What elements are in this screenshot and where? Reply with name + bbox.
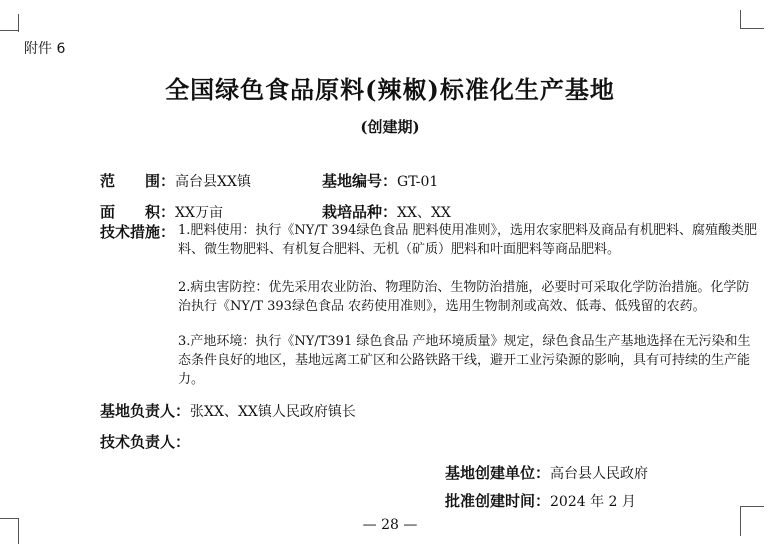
crop-mark	[740, 10, 741, 28]
base-number-row	[322, 170, 438, 191]
measure-item: 1.肥料使用：执行《NY/T 394绿色食品 肥料使用准则》，选用农家肥料及商品有机肥料、腐殖酸类肥料、微生物肥料、有机复合肥料、无机（矿质）肥料和叶面肥料等商品肥料。	[178, 223, 757, 257]
variety-row	[322, 201, 451, 222]
crop-mark	[0, 30, 18, 31]
base-leader-value: 张XX、XX镇人民政府镇长	[190, 404, 356, 420]
attachment-label: 附件 6	[24, 41, 66, 57]
scope-row	[100, 170, 251, 191]
variety-label: 栽培品种：	[322, 203, 398, 221]
area-row	[100, 201, 223, 222]
approval-value: 2024 年 2 月	[550, 494, 636, 510]
tech-leader-label: 技术负责人：	[100, 433, 191, 451]
scope-label: 范 围：	[100, 172, 176, 190]
creator-row	[445, 462, 648, 483]
page-number: — 28 —	[362, 517, 418, 533]
page-subtitle: (创建期)	[360, 118, 420, 136]
tech-measures-label: 技术措施：	[100, 223, 176, 241]
area-value: XX万亩	[175, 205, 223, 221]
area-label: 面 积：	[100, 203, 176, 221]
base-number-value: GT-01	[397, 174, 439, 190]
creator-value: 高台县人民政府	[550, 466, 649, 482]
creator-label: 基地创建单位：	[445, 464, 551, 482]
variety-value: XX、XX	[397, 205, 451, 221]
measure-item: 2.病虫害防控：优先采用农业防治、物理防治、生物防治措施，必要时可采取化学防治措施。化学防治执行《NY/T 393绿色食品 农药使用准则》，选用生物制剂或高效、低毒、低残留的农药。	[178, 280, 750, 314]
measure-item: 3.产地环境：执行《NY/T391 绿色食品 产地环境质量》规定，绿色食品生产基地选择在无污染和生态条件良好的地区，基地远离工矿区和公路铁路干线，避开工业污染源的影响，具有可持续的生产能力。	[178, 334, 751, 387]
page-title: 全国绿色食品原料(辣椒)标准化生产基地	[165, 75, 615, 104]
crop-mark	[18, 14, 19, 32]
scope-value: 高台县XX镇	[175, 174, 251, 190]
base-leader-label: 基地负责人：	[100, 402, 191, 420]
base-leader-row	[100, 400, 356, 421]
crop-mark	[740, 28, 764, 29]
tech-measures-row	[100, 221, 175, 242]
tech-leader-row	[100, 431, 190, 452]
approval-row	[445, 490, 636, 511]
base-number-label: 基地编号：	[322, 172, 398, 190]
approval-label: 批准创建时间：	[445, 492, 551, 510]
crop-mark	[740, 506, 764, 507]
